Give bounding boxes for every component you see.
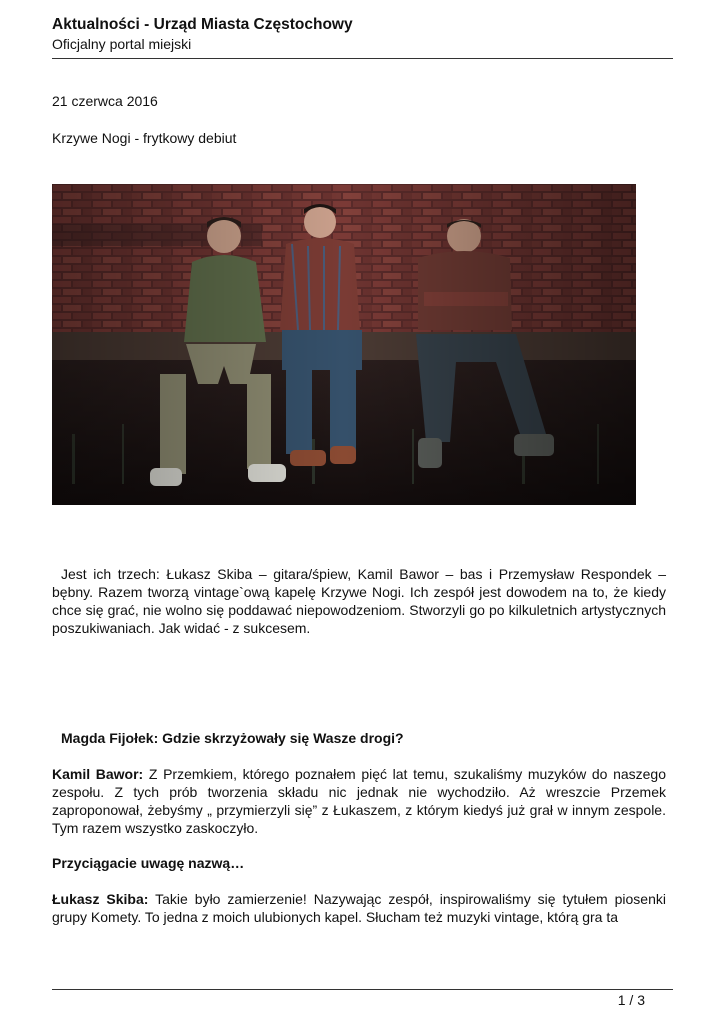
interview-answer-1 bbox=[52, 765, 666, 837]
answer-2-speaker: Łukasz Skiba: bbox=[52, 891, 149, 907]
page-header bbox=[52, 15, 672, 53]
answer-1-text: Z Przemkiem, którego poznałem pięć lat temu, szukaliśmy muzyków do naszego zespołu. Z tych prób tworzenia składu nic jednak nie wychodziło. Aż wreszcie Przemek zaproponował, żebyśmy „ przymierzyli się” z Łukaszem, z którym kiedyś już grał w innym zespole. Tym razem wszystko zaskoczyło. bbox=[52, 766, 667, 836]
band-photo bbox=[52, 184, 636, 505]
article-intro: Jest ich trzech: Łukasz Skiba – gitara/śpiew, Kamil Bawor – bas i Przemysław Respondek – bębny. Razem tworzą vintage`ową kapelę Krzywe Nogi. Ich zespół jest dowodem na to, że kiedy chce się grać, nie wolno się poddawać niepowodzeniom. Stworzyli go po kilkuletnich artystycznych poszukiwaniach. Jak widać - z sukcesem. bbox=[52, 566, 666, 636]
answer-2-text: Takie było zamierzenie! Nazywając zespół, inspirowaliśmy się tytułem piosenki grupy Komety. To jedna z moich ulubionych kapel. Słucham też muzyki vintage, którą gra ta bbox=[52, 891, 666, 925]
page-number: 1 / 3 bbox=[617, 992, 645, 1008]
site-title: Aktualności - Urząd Miasta Częstochowy bbox=[52, 16, 353, 33]
article-date: 21 czerwca 2016 bbox=[52, 93, 158, 109]
interview-answer-2 bbox=[52, 890, 666, 926]
interview-question-2: Przyciągacie uwagę nazwą… bbox=[52, 855, 245, 871]
article-title: Krzywe Nogi - frytkowy debiut bbox=[52, 130, 237, 146]
site-subtitle: Oficjalny portal miejski bbox=[52, 36, 192, 52]
interview-question-1: Magda Fijołek: Gdzie skrzyżowały się Wasze drogi? bbox=[61, 730, 404, 746]
answer-1-speaker: Kamil Bawor: bbox=[52, 766, 144, 782]
footer-divider bbox=[52, 989, 673, 990]
header-divider bbox=[52, 58, 673, 59]
